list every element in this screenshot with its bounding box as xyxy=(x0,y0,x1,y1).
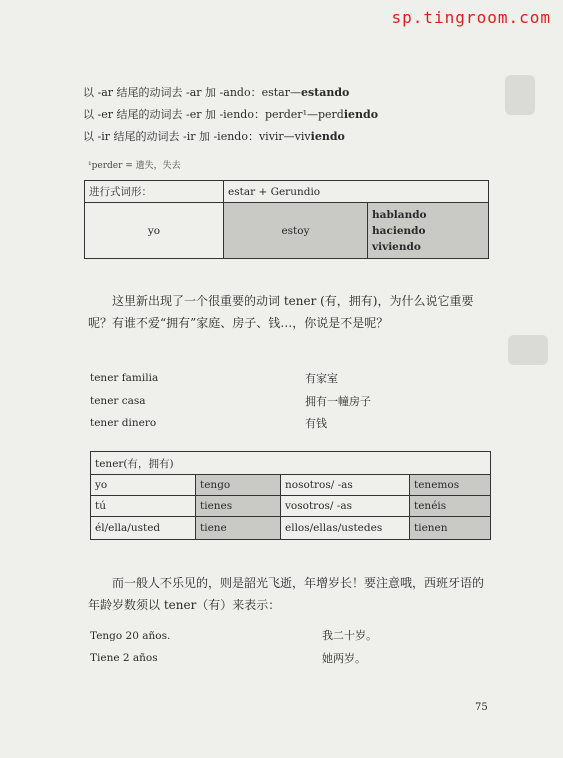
verb-form-cell: tienen xyxy=(410,517,491,540)
verb-form-cell: tenemos xyxy=(410,475,491,496)
pronoun-cell: él/ella/usted xyxy=(91,517,196,540)
example-zh: 拥有一幢房子 xyxy=(305,395,371,408)
verb-form-cell: tienes xyxy=(196,496,281,517)
example-es: tener familia xyxy=(90,372,159,384)
watermark: sp.tingroom.com xyxy=(391,8,551,27)
paragraph-tener: 这里新出现了一个很重要的动词 tener (有，拥有)，为什么说它重要呢？有谁不爱“拥有”家庭、房子、钱…，你说是不是呢？ xyxy=(88,294,474,330)
verb-form-cell: tenéis xyxy=(410,496,491,517)
rule-er: 以 -er 结尾的动词去 -er 加 -iendo：perder¹—perdiendo xyxy=(83,108,379,121)
pronoun-cell: vosotros/ -as xyxy=(281,496,410,517)
pronoun-cell: yo xyxy=(91,475,196,496)
age-example-es: Tengo 20 años. xyxy=(90,630,171,642)
pronoun-cell: ellos/ellas/ustedes xyxy=(281,517,410,540)
table-header-right: estar + Gerundio xyxy=(224,181,489,203)
gerund-form: haciendo xyxy=(372,224,426,237)
scan-smudge xyxy=(508,335,548,365)
footnote: ¹perder = 遗失，失去 xyxy=(88,161,181,171)
gerund-form: viviendo xyxy=(372,240,421,253)
gerund-forms-cell xyxy=(368,203,489,259)
paragraph-age: 而一般人不乐见的，则是韶光飞逝，年增岁长！要注意哦，西班牙语的年龄岁数须以 tener（有）来表示： xyxy=(88,576,485,612)
gerund-table xyxy=(84,180,489,259)
pronoun-cell: tú xyxy=(91,496,196,517)
verb-form-cell: tengo xyxy=(196,475,281,496)
verb-form-cell: tiene xyxy=(196,517,281,540)
gerund-form: hablando xyxy=(372,208,427,221)
table-header-left: 进行式词形： xyxy=(85,181,224,203)
pronoun-cell: nosotros/ -as xyxy=(281,475,410,496)
subject-cell: yo xyxy=(85,203,224,259)
page-number: 75 xyxy=(475,702,488,713)
age-example-zh: 我二十岁。 xyxy=(322,629,377,642)
age-example-zh: 她两岁。 xyxy=(322,652,366,665)
example-zh: 有钱 xyxy=(305,417,327,430)
example-zh: 有家室 xyxy=(305,372,338,385)
example-es: tener dinero xyxy=(90,417,157,429)
age-example-es: Tiene 2 años xyxy=(90,652,158,664)
rule-ir: 以 -ir 结尾的动词去 -ir 加 -iendo：vivir—viviendo xyxy=(83,130,345,143)
conjugation-title: tener(有，拥有) xyxy=(91,452,491,475)
example-es: tener casa xyxy=(90,395,146,407)
conjugation-table xyxy=(90,451,491,540)
rule-ar: 以 -ar 结尾的动词去 -ar 加 -ando：estar—estando xyxy=(83,86,350,99)
verb-cell: estoy xyxy=(224,203,368,259)
scan-smudge xyxy=(505,75,535,115)
